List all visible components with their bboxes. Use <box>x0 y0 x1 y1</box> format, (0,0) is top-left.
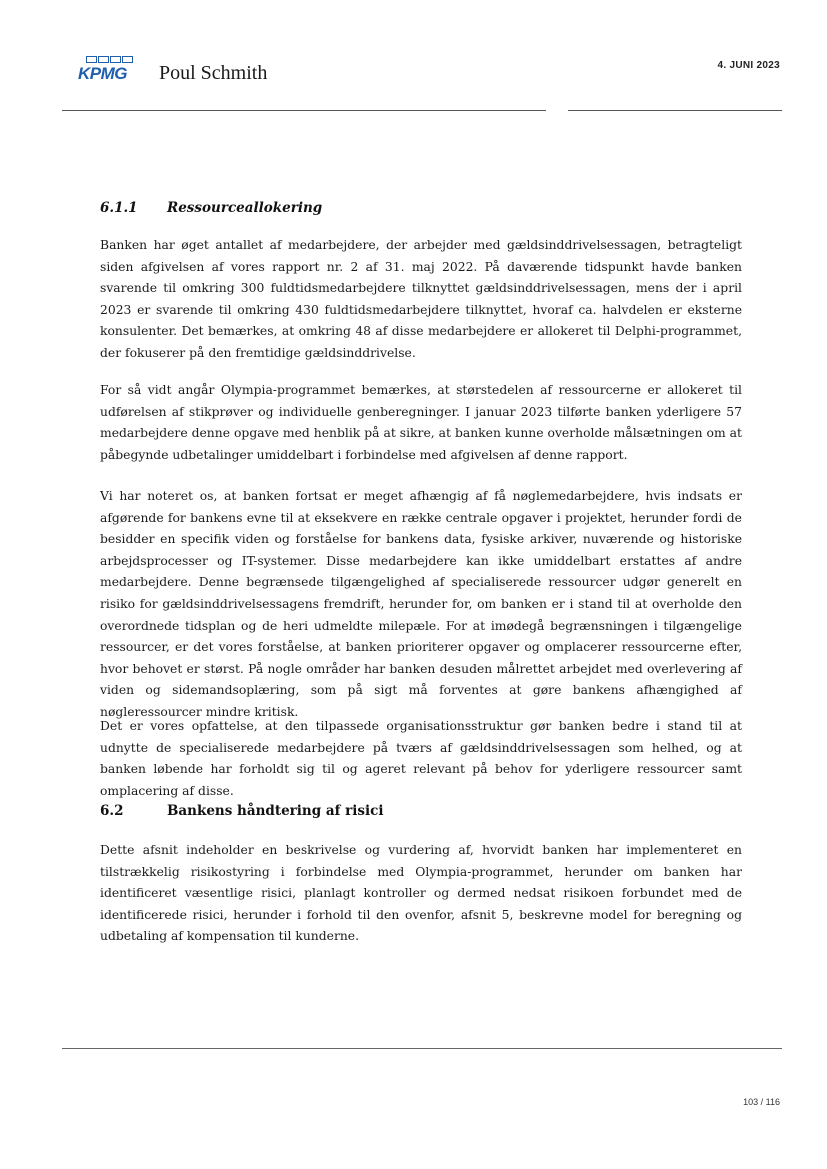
kpmg-logo <box>78 56 138 86</box>
page-number: 103 / 116 <box>743 1097 780 1107</box>
paragraph-4: Det er vores opfattelse, at den tilpassede organisationsstruktur gør banken bedre i stand til at udnytte de specialiserede medarbejdere på tværs af gældsinddrivelsessagen som helhed, og at banken løbende har forholdt sig til og ageret relevant på behov for yderligere ressourcer samt omplacering af disse. <box>100 719 742 798</box>
section-611-title: Ressourceallokering <box>167 200 323 216</box>
section-611-heading <box>100 200 322 216</box>
header-rule-right <box>568 110 782 111</box>
paragraph-1: Banken har øget antallet af medarbejdere, der arbejder med gældsinddrivelsessagen, betragteligt siden afgivelsen af vores rapport nr. 2 af 31. maj 2022. På daværende tidspunkt havde banken svarende til omkring 300 fuldtidsmedarbejdere tilknyttet gældsinddrivelsessagen, mens der i april 2023 er svarende til omkring 430 fuldtidsmedarbejdere tilknyttet, hvoraf ca. halvdelen er eksterne konsulenter. Det bemærkes, at omkring 48 af disse medarbejdere er allokeret til Delphi-programmet, der fokuserer på den fremtidige gældsinddrivelse. <box>100 238 742 360</box>
header-date: 4. JUNI 2023 <box>717 60 780 71</box>
logo-text: KPMG <box>78 64 127 83</box>
section-62-number: 6.2 <box>100 803 124 819</box>
paragraph-5: Dette afsnit indeholder en beskrivelse og vurdering af, hvorvidt banken har implementeret en tilstrækkelig risikostyring i forbindelse med Olympia-programmet, herunder om banken har identificeret væsentlige risici, planlagt kontroller og dermed nedsat risikoen forbundet med de identificerede risici, herunder i forhold til den ovenfor, afsnit 5, beskrevne model for beregning og udbetaling af kompensation til kunderne. <box>100 843 742 944</box>
section-62-title: Bankens håndtering af risici <box>167 803 384 819</box>
header-rule-left <box>62 110 546 111</box>
paragraph-2: For så vidt angår Olympia-programmet bemærkes, at størstedelen af ressourcerne er allokeret til udførelsen af stikprøver og individuelle genberegninger. I januar 2023 tilførte banken yderligere 57 medarbejdere denne opgave med henblik på at sikre, at banken kunne overholde målsætningen om at påbegynde udbetalinger umiddelbart i forbindelse med afgivelsen af denne rapport. <box>100 383 742 462</box>
section-611-number: 6.1.1 <box>100 200 138 216</box>
header-name: Poul Schmith <box>159 62 268 84</box>
footer-rule <box>62 1048 782 1049</box>
logo-boxes <box>86 56 133 63</box>
paragraph-3: Vi har noteret os, at banken fortsat er meget afhængig af få nøglemedarbejdere, hvis indsats er afgørende for bankens evne til at eksekvere en række centrale opgaver i projektet, herunder fordi de besidder en specifik viden og forståelse for bankens data, fysiske arkiver, nuværende og historiske arbejdsprocesser og IT-systemer. Disse medarbejdere kan ikke umiddelbart erstattes af andre medarbejdere. Denne begrænsede tilgængelighed af specialiserede ressourcer udgør generelt en risiko for gældsinddrivelsessagens fremdrift, herunder for, om banken er i stand til at overholde den overordnede tidsplan og de heri udmeldte milepæle. For at imødegå begrænsningen i tilgængelige ressourcer, er det vores forståelse, at banken prioriterer opgaver og omplacerer ressourcerne efter, hvor behovet er størst. På nogle områder har banken desuden målrettet arbejdet med overlevering af viden og sidemandsoplæring, som på sigt må forventes at gøre bankens afhængighed af nøgleressourcer mindre kritisk. <box>100 489 742 719</box>
section-62-heading <box>100 803 383 819</box>
